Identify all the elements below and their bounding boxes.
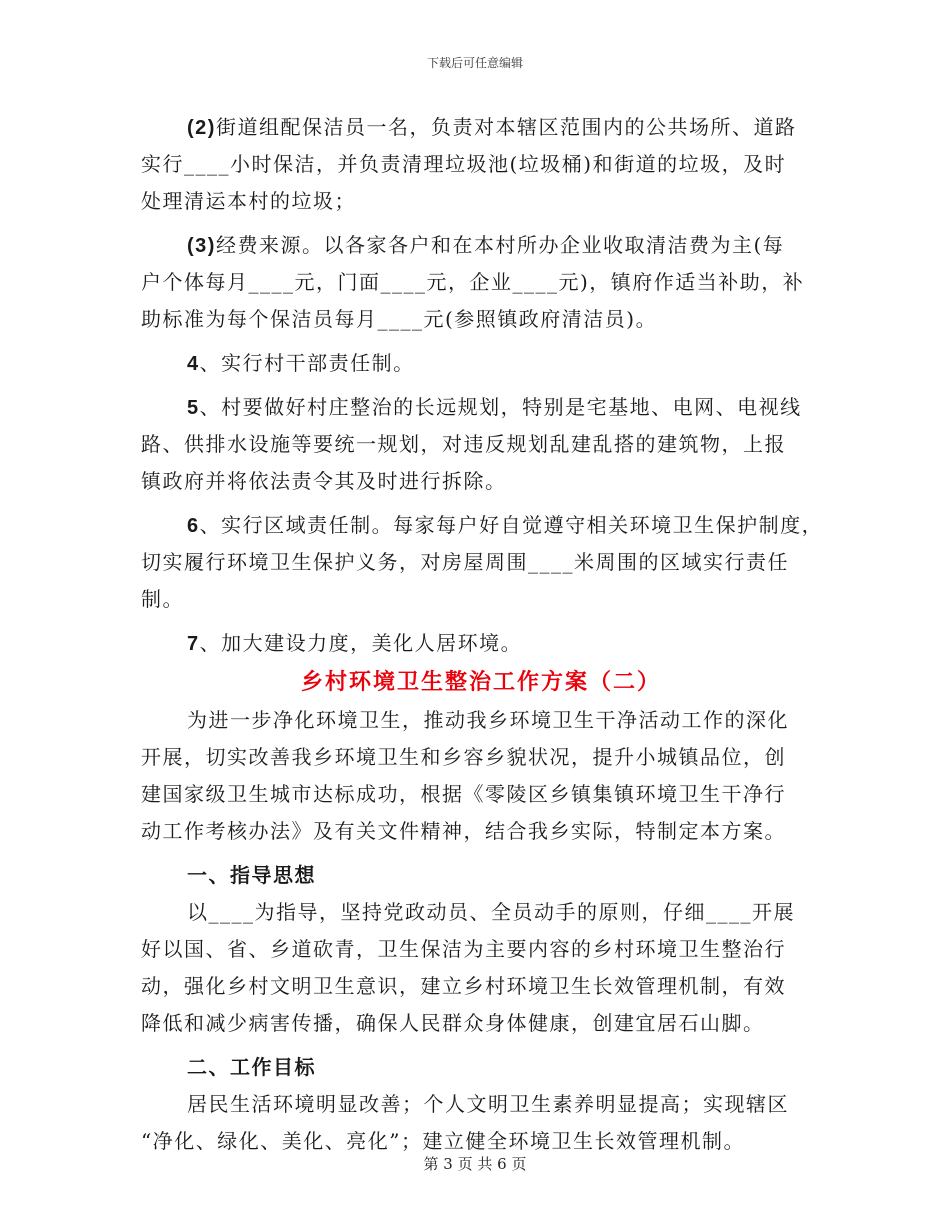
item-number: 7 [187,633,200,655]
item-number: 5 [187,397,200,419]
paragraph-item-6-line-2: 切实履行环境卫生保护义务，对房屋周围____米周围的区域实行责任 [141,550,789,574]
paragraph-item-2-line-3: 处理清运本村的垃圾； [141,189,356,213]
paragraph-item-2-line-2: 实行____小时保洁，并负责清理垃圾池(垃圾桶)和街道的垃圾，及时 [141,152,787,176]
paragraph-item-2-line-1 [141,109,821,146]
paragraph-item-3-line-3: 助标准为每个保洁员每月____元(参照镇政府清洁员)。 [141,307,658,331]
guide-line-3: 动，强化乡村文明卫生意识，建立乡村环境卫生长效管理机制，有效 [141,974,786,998]
intro-line-2: 开展，切实改善我乡环境卫生和乡容乡貌状况，提升小城镇品位，创 [141,745,786,769]
guide-line-1: 以____为指导，坚持党政动员、全员动手的原则，仔细____开展 [187,900,795,924]
guide-line-4: 降低和减少病害传播，确保人民群众身体健康，创建宜居石山脚。 [141,1011,765,1035]
goal-line-1: 居民生活环境明显改善；个人文明卫生素养明显提高；实现辖区 [187,1092,789,1116]
item-number: (2) [187,117,216,139]
paragraph-text: 、村要做好村庄整治的长远规划，特别是宅基地、电网、电视线 [199,395,802,419]
page-header-note: 下载后可任意编辑 [426,56,523,70]
item-number: 6 [187,515,200,537]
paragraph-item-6-line-1 [141,507,824,544]
paragraph-text: 、实行村干部责任制。 [199,351,415,375]
paragraph-item-5-line-1 [141,389,821,426]
paragraph-item-7 [141,625,821,662]
paragraph-item-3-line-1 [141,227,821,264]
section-title: 乡村环境卫生整治工作方案（二） [300,669,661,695]
intro-line-1: 为进一步净化环境卫生，推动我乡环境卫生干净活动工作的深化 [187,708,789,732]
intro-line-4: 动工作考核办法》及有关文件精神，结合我乡实际，特制定本方案。 [141,819,786,843]
guide-line-2: 好以国、省、乡道砍青，卫生保洁为主要内容的乡村环境卫生整治行 [141,937,786,961]
item-number: 4 [187,353,200,375]
paragraph-item-4 [141,345,821,382]
heading-work-goals: 二、工作目标 [187,1055,316,1079]
item-number: (3) [187,235,216,257]
paragraph-item-5-line-3: 镇政府并将依法责令其及时进行拆除。 [141,469,507,493]
paragraph-text: 、实行区域责任制。每家每户好自觉遵守相关环境卫生保护制度， [199,513,824,537]
page-number: 第 3 页 共 6 页 [423,1155,527,1173]
paragraph-text: 街道组配保洁员一名，负责对本辖区范围内的公共场所、道路 [215,115,797,139]
paragraph-item-5-line-2: 路、供排水设施等要统一规划，对违反规划乱建乱搭的建筑物，上报 [141,432,786,456]
document-body [141,109,824,1160]
goal-line-2: “净化、绿化、美化、亮化”；建立健全环境卫生长效管理机制。 [141,1129,745,1153]
intro-line-3: 建国家级卫生城市达标成功，根据《零陵区乡镇集镇环境卫生干净行 [141,782,786,806]
paragraph-item-6-line-3: 制。 [141,587,184,611]
paragraph-text: 、加大建设力度，美化人居环境。 [199,631,523,655]
heading-guiding-ideology: 一、指导思想 [187,863,316,887]
paragraph-item-3-line-2: 户个体每月____元，门面____元，企业____元)，镇府作适当补助，补 [141,270,805,294]
paragraph-text: 经费来源。以各家各户和在本村所办企业收取清洁费为主(每 [215,233,785,257]
